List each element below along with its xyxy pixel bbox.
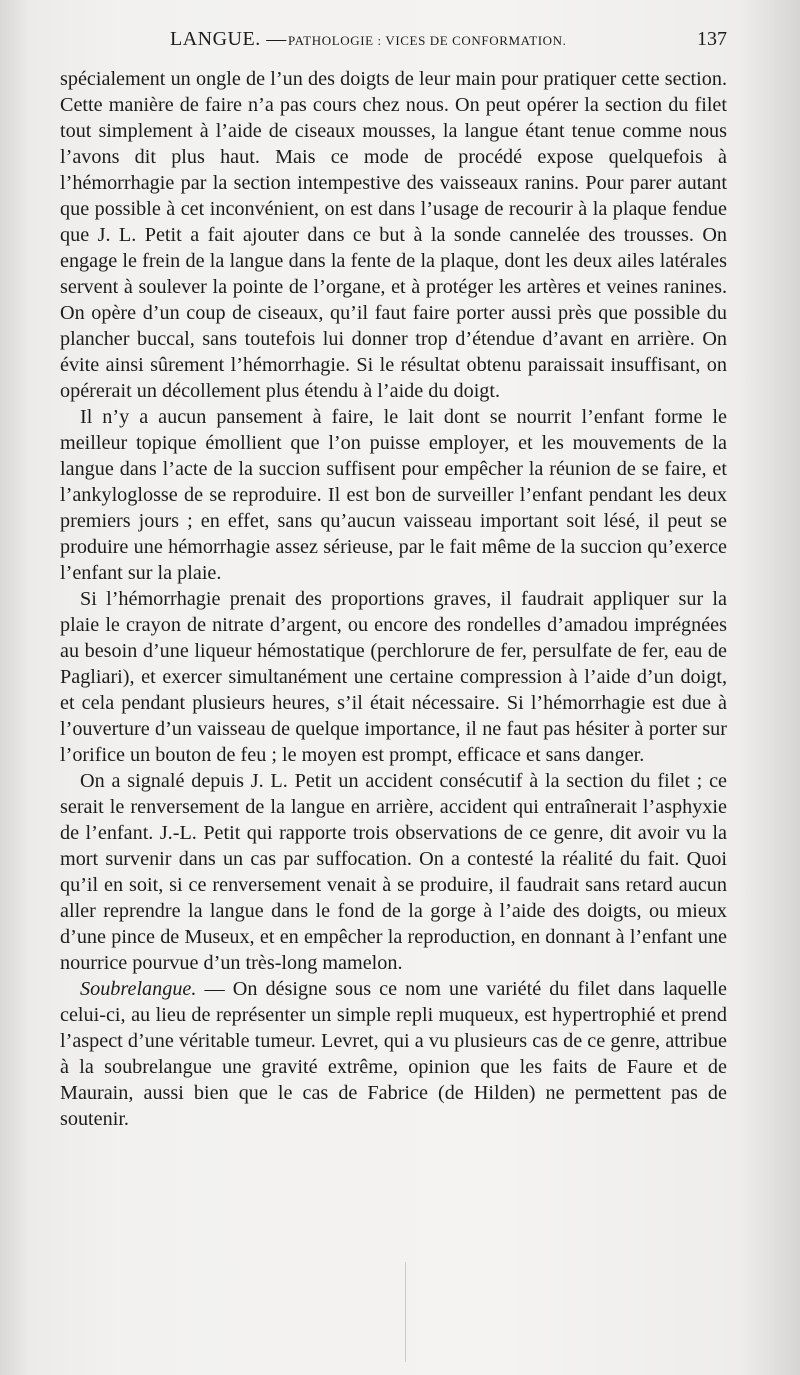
paragraph-4: On a signalé depuis J. L. Petit un accident consécutif à la section du filet ; ce serait le renversement de la langue en arrière, accident qui entraînerait l’asphyxie de l’enfant. J.-L. Petit qui rapporte trois observations de ce genre, dit avoir vu la mort survenir dans un cas par suffocation. On a contesté la réalité du fait. Quoi qu’il en soit, si ce renversement venait à se produire, il faudrait sans retard aucun aller reprendre la langue dans le fond de la gorge à l’aide des doigts, ou mieux d’une pince de Museux, et en empêcher la reproduction, en donnant à l’enfant une nourrice pourvue d’un très-long mamelon. xyxy=(60,770,727,974)
body-text xyxy=(60,66,727,1132)
running-head-subtitle: PATHOLOGIE : VICES DE CONFORMATION. xyxy=(288,33,567,48)
paragraph-2: Il n’y a aucun pansement à faire, le lait dont se nourrit l’enfant forme le meilleur topique émollient que l’on puisse employer, et les mouvements de la langue dans l’acte de la succion suffisent pour empêcher la réunion de se faire, et l’ankyloglosse de se reproduire. Il est bon de surveiller l’enfant pendant les deux premiers jours ; en effet, sans qu’aucun vaisseau important soit lésé, il peut se produire une hémorrhagie assez sérieuse, par le fait même de la succion qu’exerce l’enfant sur la plaie. xyxy=(60,406,727,584)
paragraph-1: spécialement un ongle de l’un des doigts de leur main pour pratiquer cette section. Cette manière de faire n’a pas cours chez nous. On peut opérer la section du filet tout simplement à l’aide de ciseaux mousses, la langue étant tenue comme nous l’avons dit plus haut. Mais ce mode de procédé expose quelquefois à l’hémorrhagie par la section intempestive des vaisseaux ranins. Pour parer autant que possible à cet inconvénient, on est dans l’usage de recourir à la plaque fendue que J. L. Petit a fait ajouter dans ce but à la sonde cannelée des trousses. On engage le frein de la langue dans la fente de la plaque, dont les deux ailes latérales servent à soulever la pointe de l’organe, et à protéger les artères et veines ranines. On opère d’un coup de ciseaux, qu’il faut faire porter aussi près que possible du plancher buccal, sans toutefois lui donner trop d’étendue d’avant en arrière. On évite ainsi sûrement l’hémorrhagie. Si le résultat obtenu paraissait insuffisant, on opérerait un décollement plus étendu à l’aide du doigt. xyxy=(60,68,727,402)
paragraph-5-text: — On désigne sous ce nom une variété du filet dans laquelle celui-ci, au lieu de représenter un simple repli muqueux, est hypertrophié et prend l’aspect d’une véritable tumeur. Levret, qui a vu plusieurs cas de ce genre, attribue à la soubrelangue une gravité extrême, opinion que les faits de Faure et de Maurain, aussi bien que le cas de Fabrice (de Hilden) ne permettent pas de soutenir. xyxy=(60,978,727,1130)
paper-crease xyxy=(405,1262,418,1362)
paragraph-5 xyxy=(60,976,727,1132)
term-soubrelangue: Soubrelangue. xyxy=(80,978,197,1000)
running-head-title: LANGUE. — xyxy=(170,28,287,50)
paragraph-3: Si l’hémorrhagie prenait des proportions graves, il faudrait appliquer sur la plaie le crayon de nitrate d’argent, ou encore des rondelles d’amadou imprégnées au besoin d’une liqueur hémostatique (perchlorure de fer, persulfate de fer, eau de Pagliari), et exercer simultanément une certaine compression à l’aide d’un doigt, et cela pendant plusieurs heures, s’il était nécessaire. Si l’hémorrhagie est due à l’ouverture d’un vaisseau de quelque importance, il ne faut pas hésiter à porter sur l’orifice un bouton de feu ; le moyen est prompt, efficace et sans danger. xyxy=(60,588,727,766)
page-number: 137 xyxy=(697,28,727,50)
running-head xyxy=(60,28,727,58)
